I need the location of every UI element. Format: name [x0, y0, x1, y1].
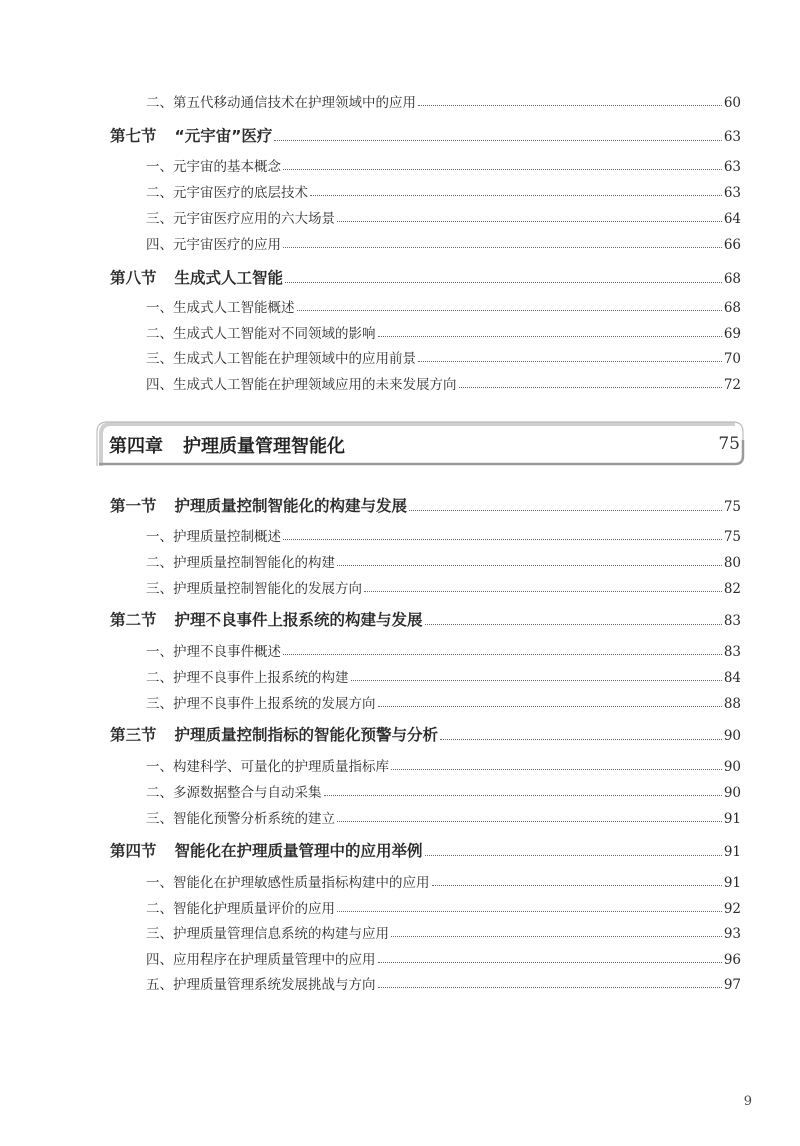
toc-page-number: 90	[723, 759, 741, 775]
toc-subsection-entry[interactable]	[0, 525, 800, 545]
dot-leader	[337, 220, 722, 222]
toc-subsection-entry[interactable]	[0, 322, 800, 342]
toc-section-label	[0, 723, 438, 745]
toc-section-entry[interactable]	[0, 723, 800, 745]
section-number: 第八节	[110, 269, 157, 287]
toc-subsection-label: 三、护理质量控制智能化的发展方向	[146, 581, 362, 597]
toc-page-number: 66	[723, 237, 741, 253]
section-number: 第二节	[110, 611, 157, 629]
toc-subsection-label: 三、元宇宙医疗应用的六大场景	[146, 211, 335, 227]
toc-page-number: 92	[723, 901, 741, 917]
toc-section-entry[interactable]	[0, 839, 800, 861]
toc-subsection-label: 一、智能化在护理敏感性质量指标构建中的应用	[146, 875, 430, 891]
chapter-page-number: 75	[718, 434, 740, 454]
toc-page-number: 75	[723, 529, 741, 545]
toc-page-number: 75	[723, 499, 741, 515]
toc-subsection-label: 五、护理质量管理系统发展挑战与方向	[146, 977, 376, 993]
toc-subsection-entry[interactable]	[0, 296, 800, 316]
dot-leader	[378, 961, 722, 963]
chapter-heading-box[interactable]	[95, 420, 745, 466]
toc-section-entry[interactable]	[0, 124, 800, 146]
dot-leader	[418, 360, 722, 362]
toc-subsection-label: 一、构建科学、可量化的护理质量指标库	[146, 759, 389, 775]
toc-subsection-entry[interactable]	[0, 373, 800, 393]
toc-page-number: 63	[723, 129, 741, 145]
toc-subsection-entry[interactable]	[0, 922, 800, 942]
section-title: 护理质量控制指标的智能化预警与分析	[174, 726, 439, 744]
toc-page-number: 83	[723, 613, 741, 629]
toc-subsection-label: 一、护理质量控制概述	[146, 529, 281, 545]
toc-page-number: 70	[723, 351, 741, 367]
section-number: 第一节	[110, 497, 157, 515]
toc-page-number: 64	[723, 211, 741, 227]
dot-leader	[391, 768, 722, 770]
toc-subsection-label: 四、元宇宙医疗的应用	[146, 237, 281, 253]
toc-section-entry[interactable]	[0, 266, 800, 288]
toc-page-number: 72	[723, 377, 741, 393]
toc-page-number: 69	[723, 326, 741, 342]
section-number: 第三节	[110, 726, 157, 744]
toc-page-number: 84	[723, 670, 741, 686]
toc-page-number: 90	[723, 728, 741, 744]
toc-subsection-entry[interactable]	[0, 948, 800, 968]
dot-leader	[391, 935, 722, 937]
dot-leader	[425, 623, 722, 625]
dot-leader	[285, 281, 722, 283]
toc-subsection-label: 二、生成式人工智能对不同领域的影响	[146, 326, 376, 342]
toc-subsection-entry[interactable]	[0, 155, 800, 175]
dot-leader	[310, 194, 722, 196]
toc-subsection-entry[interactable]	[0, 91, 800, 111]
section-title: “元宇宙”医疗	[174, 127, 273, 145]
toc-subsection-label: 一、生成式人工智能概述	[146, 300, 295, 316]
section-title: 生成式人工智能	[174, 269, 284, 287]
toc-page-number: 93	[723, 926, 741, 942]
dot-leader	[378, 335, 722, 337]
dot-leader	[297, 309, 722, 311]
toc-section-label	[0, 266, 283, 288]
chapter-title	[109, 432, 345, 458]
toc-section-label	[0, 124, 272, 146]
dot-leader	[283, 246, 722, 248]
toc-subsection-label: 一、护理不良事件概述	[146, 644, 281, 660]
toc-section-label	[0, 839, 423, 861]
toc-subsection-entry[interactable]	[0, 347, 800, 367]
dot-leader	[378, 705, 722, 707]
toc-subsection-entry[interactable]	[0, 973, 800, 993]
toc-section-label	[0, 608, 423, 630]
toc-subsection-entry[interactable]	[0, 640, 800, 660]
dot-leader	[324, 794, 722, 796]
toc-section-entry[interactable]	[0, 608, 800, 630]
dot-leader	[351, 679, 722, 681]
dot-leader	[337, 910, 722, 912]
toc-page-number: 97	[723, 977, 741, 993]
toc-page-number: 80	[723, 555, 741, 571]
toc-subsection-entry[interactable]	[0, 755, 800, 775]
page-number: 9	[743, 1094, 752, 1109]
toc-subsection-label: 三、护理不良事件上报系统的发展方向	[146, 696, 376, 712]
toc-page-number: 96	[723, 952, 741, 968]
dot-leader	[440, 738, 722, 740]
toc-subsection-label: 三、智能化预警分析系统的建立	[146, 811, 335, 827]
toc-subsection-label: 二、护理不良事件上报系统的构建	[146, 670, 349, 686]
section-number: 第七节	[110, 127, 157, 145]
dot-leader	[337, 564, 722, 566]
toc-page-number: 82	[723, 581, 741, 597]
toc-section-label	[0, 494, 407, 516]
dot-leader	[283, 168, 722, 170]
toc-page-number: 91	[723, 811, 741, 827]
dot-leader	[274, 139, 721, 141]
dot-leader	[459, 386, 722, 388]
section-title: 智能化在护理质量管理中的应用举例	[174, 842, 423, 860]
dot-leader	[283, 538, 722, 540]
toc-subsection-entry[interactable]	[0, 781, 800, 801]
section-number: 第四节	[110, 842, 157, 860]
toc-subsection-entry[interactable]	[0, 897, 800, 917]
toc-subsection-label: 二、多源数据整合与自动采集	[146, 785, 322, 801]
toc-subsection-label: 一、元宇宙的基本概念	[146, 159, 281, 175]
toc-page-number: 91	[723, 844, 741, 860]
toc-page-number: 63	[723, 185, 741, 201]
dot-leader	[378, 986, 722, 988]
dot-leader	[364, 590, 722, 592]
section-title: 护理不良事件上报系统的构建与发展	[174, 611, 423, 629]
toc-subsection-label: 三、护理质量管理信息系统的构建与应用	[146, 926, 389, 942]
toc-subsection-label: 四、应用程序在护理质量管理中的应用	[146, 952, 376, 968]
toc-page-number: 68	[723, 300, 741, 316]
toc-section-entry[interactable]	[0, 494, 800, 516]
toc-subsection-label: 二、智能化护理质量评价的应用	[146, 901, 335, 917]
chapter-name: 护理质量管理智能化	[183, 436, 345, 457]
toc-subsection-label: 三、生成式人工智能在护理领域中的应用前景	[146, 351, 416, 367]
dot-leader	[418, 104, 722, 106]
dot-leader	[425, 854, 722, 856]
toc-subsection-entry[interactable]	[0, 807, 800, 827]
toc-subsection-entry[interactable]	[0, 692, 800, 712]
toc-subsection-label: 二、护理质量控制智能化的构建	[146, 555, 335, 571]
toc-page-number: 63	[723, 159, 741, 175]
toc-page-number: 88	[723, 696, 741, 712]
toc-page-number: 68	[723, 271, 741, 287]
toc-subsection-label: 四、生成式人工智能在护理领域应用的未来发展方向	[146, 377, 457, 393]
toc-page-number: 60	[723, 95, 741, 111]
toc-subsection-entry[interactable]	[0, 551, 800, 571]
toc-subsection-entry[interactable]	[0, 871, 800, 891]
toc-page-number: 90	[723, 785, 741, 801]
toc-subsection-entry[interactable]	[0, 577, 800, 597]
toc-page-number: 83	[723, 644, 741, 660]
toc-subsection-entry[interactable]	[0, 666, 800, 686]
dot-leader	[337, 820, 722, 822]
toc-subsection-label: 二、元宇宙医疗的底层技术	[146, 185, 308, 201]
toc-subsection-label: 二、第五代移动通信技术在护理领域中的应用	[146, 95, 416, 111]
section-title: 护理质量控制智能化的构建与发展	[174, 497, 408, 515]
toc-subsection-entry[interactable]	[0, 233, 800, 253]
toc-subsection-entry[interactable]	[0, 207, 800, 227]
dot-leader	[409, 509, 722, 511]
toc-page-number: 91	[723, 875, 741, 891]
chapter-number: 第四章	[109, 436, 163, 457]
toc-subsection-entry[interactable]	[0, 181, 800, 201]
dot-leader	[432, 884, 722, 886]
dot-leader	[283, 653, 722, 655]
